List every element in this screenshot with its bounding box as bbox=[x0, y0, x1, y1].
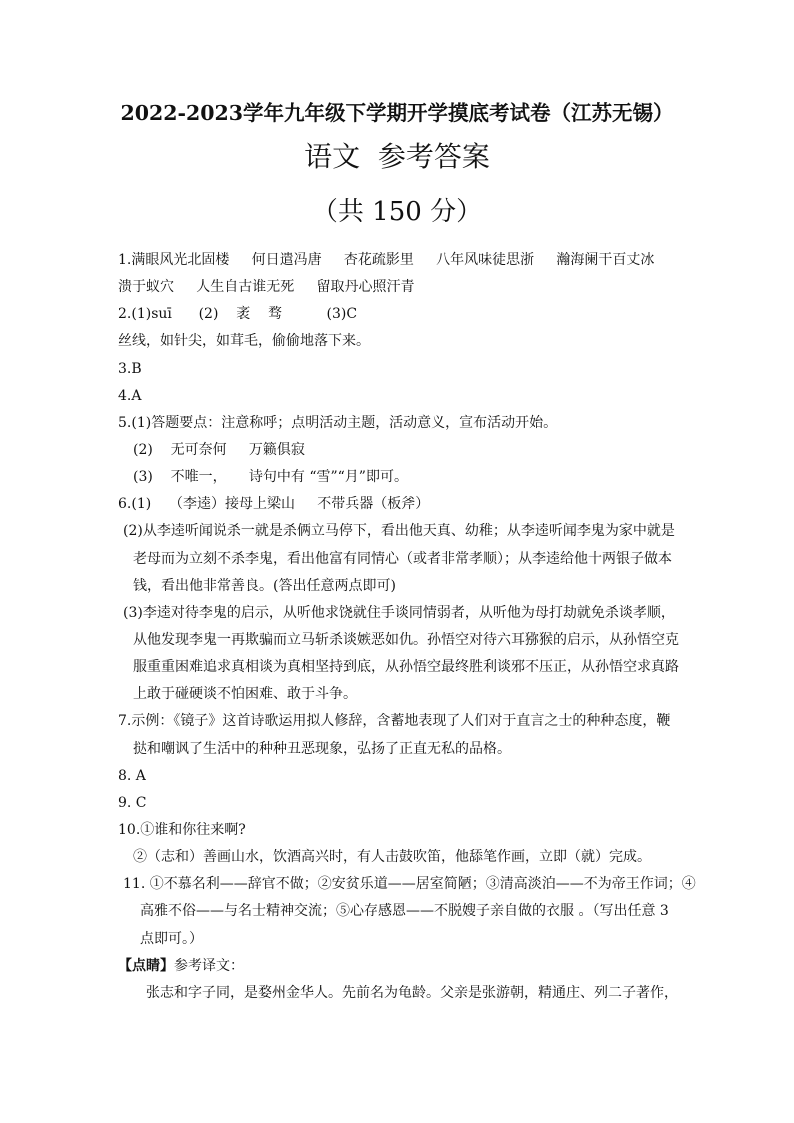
translation-paragraph: 张志和字子同，是婺州金华人。先前名为龟龄。父亲是张游朝，精通庄、列二子著作， bbox=[146, 984, 678, 1001]
answer-5-part-2: (2) 无可奈何 万籁俱寂 bbox=[133, 441, 305, 458]
answer-5-part-1: 5.(1)答题要点：注意称呼；点明活动主题，活动意义，宣布活动开始。 bbox=[118, 414, 558, 431]
document-subtitle: 语文 参考答案 bbox=[304, 140, 490, 173]
answer-6-part-1: 6.(1) （李逵）接母上梁山 不带兵器（板斧） bbox=[118, 496, 430, 513]
answer-1-line-2: 溃于蚁穴 人生自古谁无死 留取丹心照汗青 bbox=[118, 279, 415, 296]
answer-1-line-1: 1.满眼风光北固楼 何日遣冯唐 杏花疏影里 八年风味徒思浙 瀚海阑干百丈冰 bbox=[118, 252, 655, 268]
answer-6-part-3-line-2: 从他发现李鬼一再欺骗而立马斩杀谈嫉恶如仇。孙悟空对待六耳猕猴的启示，从孙悟空克 bbox=[133, 631, 679, 648]
answer-11-line-1: 11. ①不慕名利——辞官不做；②安贫乐道——居室简陋；③清高淡泊——不为帝王作词；④ bbox=[123, 876, 696, 893]
answer-7-line-1: 7.示例：《镜子》这首诗歌运用拟人修辞，含蓄地表现了人们对于直言之士的种种态度，鞭 bbox=[118, 713, 671, 730]
answer-5-part-3: (3) 不唯一， 诗句中有 “雪”“月”即可。 bbox=[133, 469, 408, 486]
answer-6-part-3-line-4: 上敢于碰硬谈不怕困难、敢于斗争。 bbox=[133, 686, 357, 703]
answer-6-part-2-line-3: 钱，看出他非常善良。(答出任意两点即可) bbox=[133, 577, 396, 594]
commentary-tag: 【点睛】 bbox=[118, 957, 174, 974]
answer-3: 3.B bbox=[118, 360, 142, 377]
answer-6-part-3-line-1: (3)李逵对待李鬼的启示，从听他求饶就住手谈同情弱者，从听他为母打劫就免杀谈孝顺， bbox=[123, 604, 675, 621]
answer-6-part-3-line-3: 服重重困难追求真相谈为真相坚持到底，从孙悟空最终胜利谈邪不压正，从孙悟空求真路 bbox=[133, 659, 679, 676]
total-score: （共 150 分） bbox=[311, 197, 483, 227]
answer-11-line-3: 点即可。） bbox=[140, 930, 203, 947]
commentary-heading bbox=[0, 953, 794, 980]
document-title: 2022-2023学年九年级下学期开学摸底考试卷（江苏无锡） bbox=[120, 101, 674, 125]
commentary-heading-text: 参考译文： bbox=[174, 957, 244, 974]
answer-2-line-2: 丝线，如针尖，如茸毛，偷偷地落下来。 bbox=[118, 333, 370, 350]
answer-10-part-2: ②（志和）善画山水，饮酒高兴时，有人击鼓吹笛，他舔笔作画，立即（就）完成。 bbox=[133, 849, 651, 866]
answer-10-part-1: 10.①谁和你往来啊? bbox=[118, 821, 246, 838]
answer-key-body bbox=[0, 247, 794, 1007]
answer-6-part-2-line-2: 老母而为立刻不杀李鬼，看出他富有同情心（或者非常孝顺）；从李逵给他十两银子做本 bbox=[133, 550, 672, 567]
answer-8: 8. A bbox=[118, 767, 146, 784]
answer-11-line-2: 高雅不俗——与名士精神交流；⑤心存感恩——不脱嫂子亲自做的衣服 。（写出任意 3 bbox=[140, 903, 669, 920]
answer-4: 4.A bbox=[118, 387, 142, 404]
answer-2-line-1: 2.(1)suī (2) 袤 骛 (3)C bbox=[118, 306, 358, 323]
answer-7-line-2: 挞和嘲讽了生活中的种种丑恶现象，弘扬了正直无私的品格。 bbox=[133, 740, 511, 757]
answer-6-part-2-line-1: (2)从李逵听闻说杀一就是杀俩立马停下，看出他天真、幼稚；从李逵听闻李鬼为家中就是 bbox=[123, 523, 675, 540]
answer-9: 9. C bbox=[118, 794, 147, 811]
